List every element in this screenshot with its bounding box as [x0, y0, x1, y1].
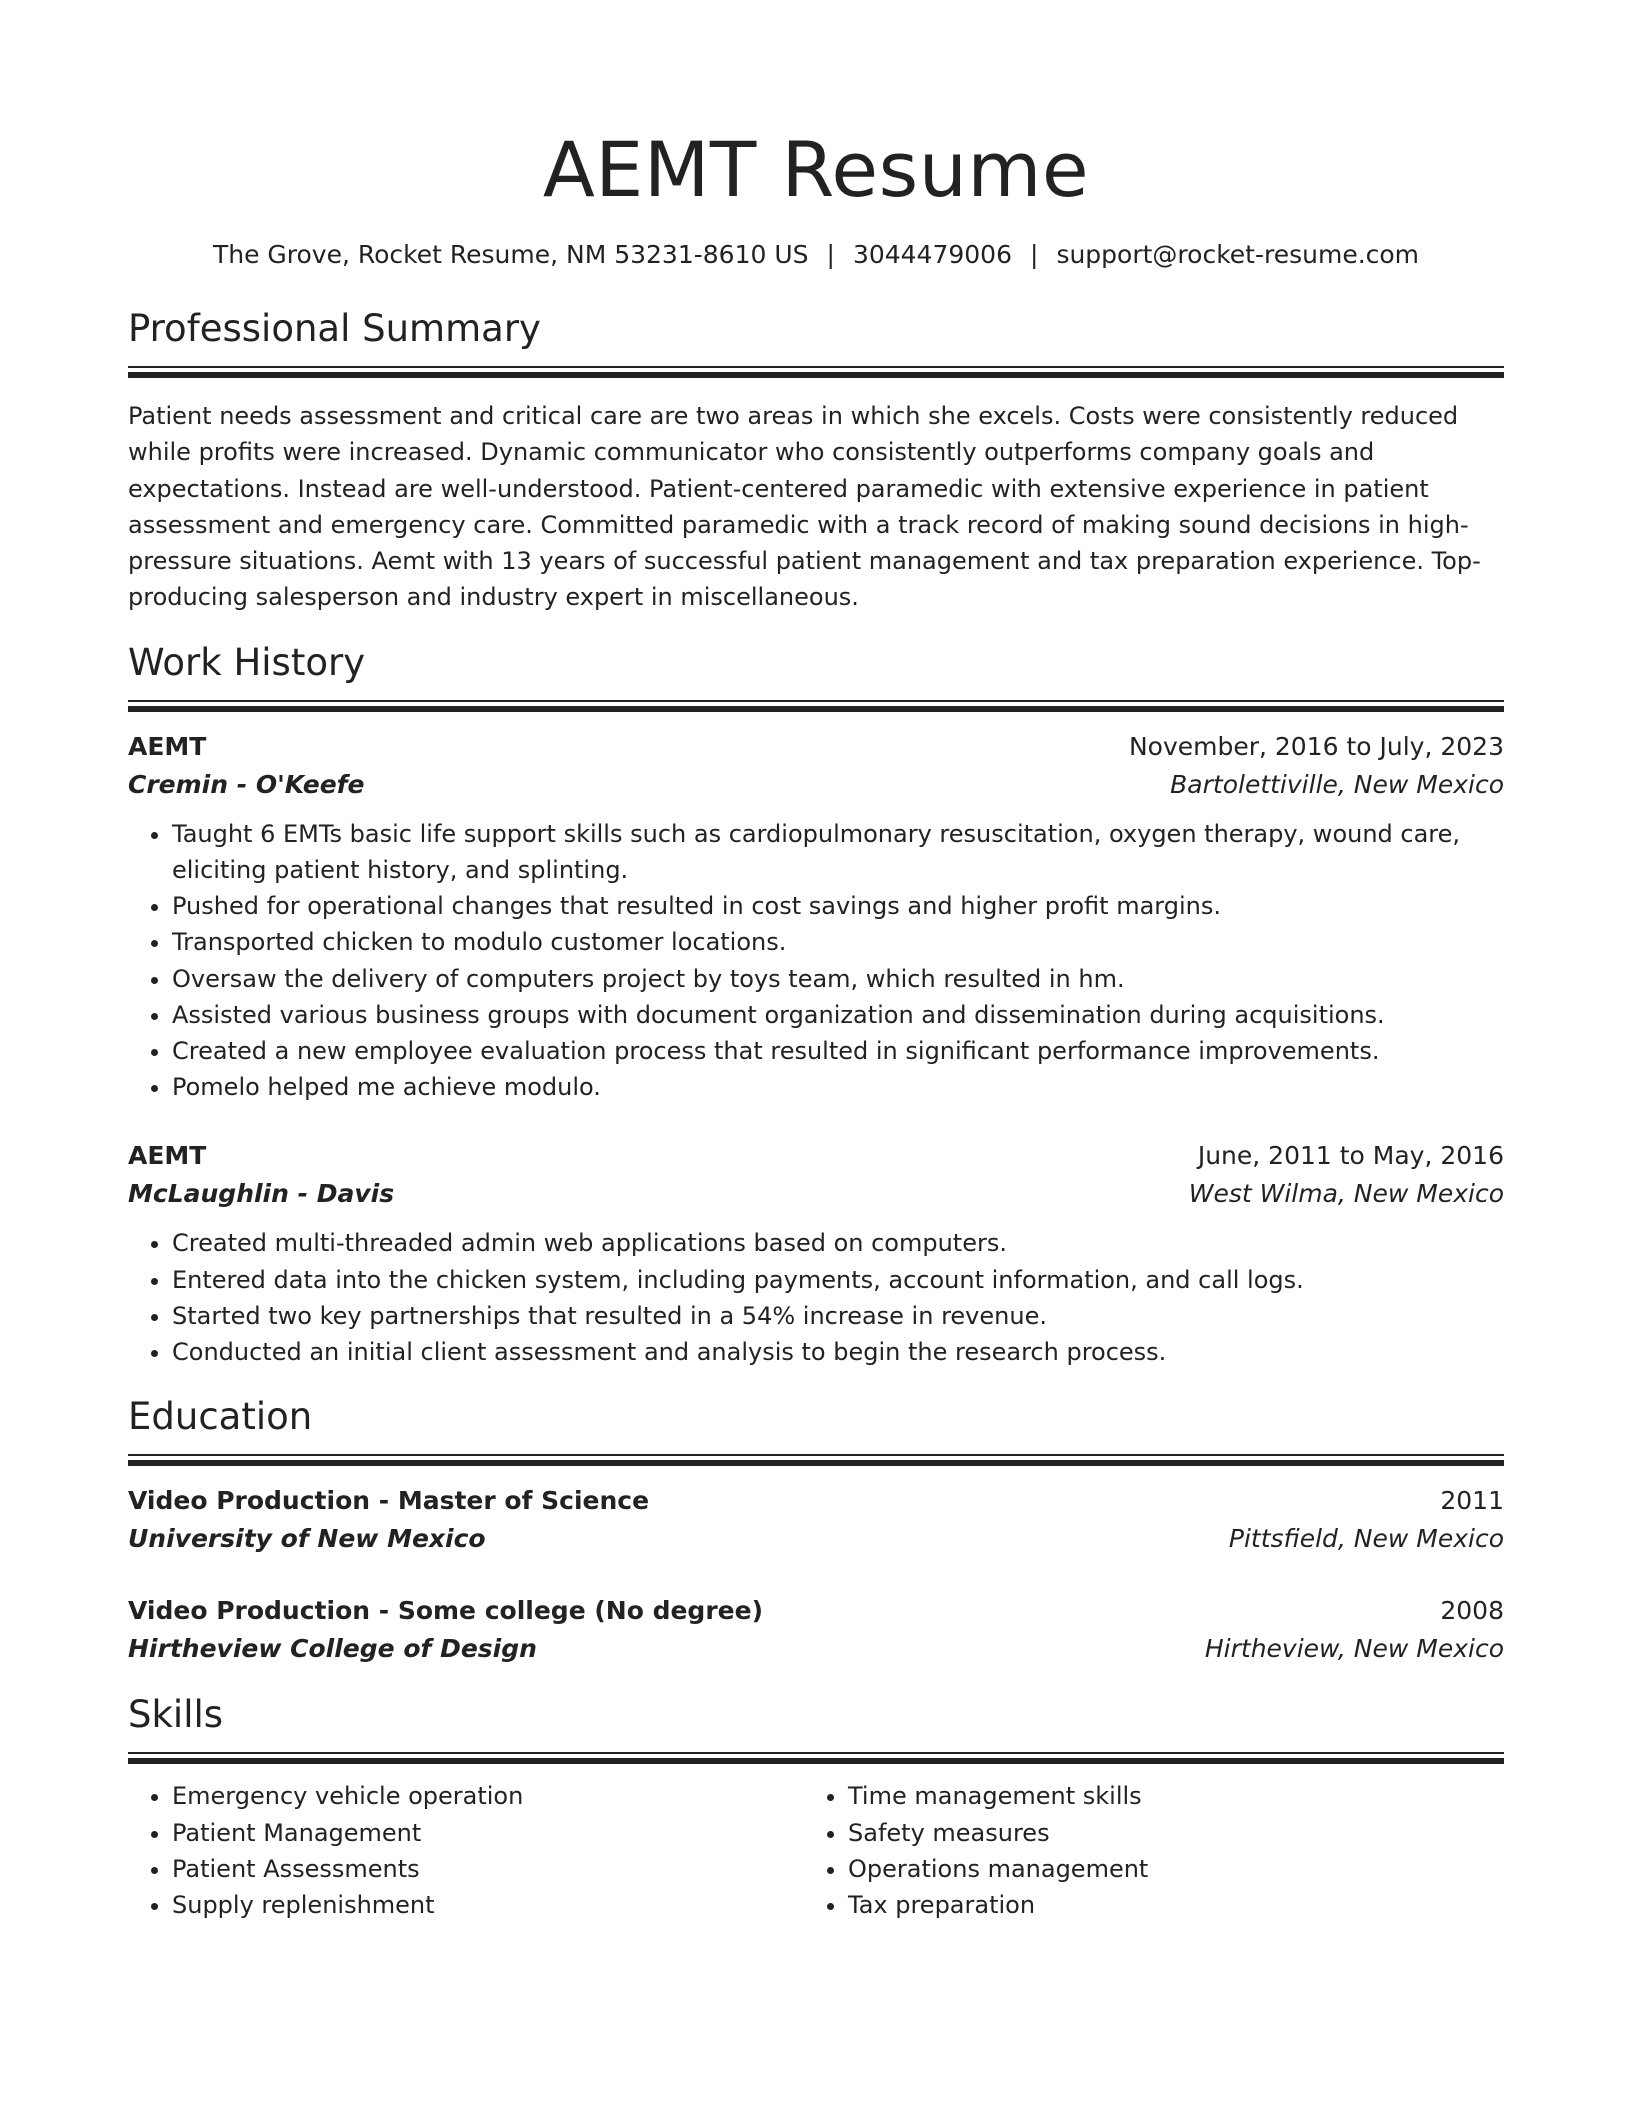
job-employer: McLaughlin - Davis — [128, 1179, 395, 1209]
section-heading-education: Education — [128, 1395, 313, 1439]
job-entry — [128, 728, 1504, 1106]
skill-item: • Operations management — [848, 1851, 1480, 1887]
list-item: • Started two key partnerships that resulted in a 54% increase in revenue. — [172, 1298, 1504, 1334]
education-subheader — [128, 1630, 1504, 1668]
section-heading-work: Work History — [128, 640, 366, 684]
job-dates: November, 2016 to July, 2023 — [1128, 731, 1504, 761]
list-item: • Created a new employee evaluation process that resulted in significant performance improvements. — [172, 1033, 1504, 1069]
education-header — [128, 1482, 1504, 1520]
skills-section — [128, 1690, 1504, 1924]
contact-address: The Grove, Rocket Resume, NM 53231-8610 US — [212, 240, 809, 269]
list-item: • Entered data into the chicken system, including payments, account information, and call logs. — [172, 1262, 1504, 1298]
summary-section — [128, 304, 1504, 616]
job-header — [128, 1137, 1504, 1175]
job-dates: June, 2011 to May, 2016 — [1197, 1141, 1504, 1171]
resume-title: AEMT Resume — [542, 125, 1090, 214]
resume-content — [128, 120, 1504, 1924]
job-entry — [128, 1137, 1504, 1370]
education-year: 2011 — [1440, 1486, 1504, 1516]
job-subheader — [128, 1175, 1504, 1213]
list-item: • Taught 6 EMTs basic life support skills such as cardiopulmonary resuscitation, oxygen therapy, wound care, eliciting patient history, and splinting. — [172, 816, 1504, 888]
list-item: • Assisted various business groups with document organization and dissemination during acquisitions. — [172, 997, 1504, 1033]
section-divider — [128, 366, 1504, 376]
education-school: Hirtheview College of Design — [128, 1634, 537, 1664]
job-title: AEMT — [128, 1141, 207, 1171]
skills-list — [804, 1778, 1480, 1924]
list-item: • Conducted an initial client assessment and analysis to begin the research process. — [172, 1334, 1504, 1370]
skills-grid — [128, 1778, 1504, 1924]
education-subheader — [128, 1520, 1504, 1558]
education-degree: Video Production - Master of Science — [128, 1486, 650, 1516]
contact-phone: 3044479006 — [852, 240, 1012, 269]
job-title: AEMT — [128, 731, 207, 761]
section-divider — [128, 700, 1504, 710]
contact-separator: | — [826, 240, 835, 269]
job-subheader — [128, 766, 1504, 804]
job-bullets — [128, 1225, 1504, 1370]
summary-text: Patient needs assessment and critical care are two areas in which she excels. Costs were consistently reduced while profits were increased. Dynamic communicator who consistently outperforms company goals and expectations. Instead are well-understood. Patient-centered paramedic with extensive experience in patient assessment and emergency care. Committed paramedic with a track record of making sound decisions in high-pressure situations. Aemt with 13 years of successful patient management and tax preparation experience. Top-producing salesperson and industry expert in miscellaneous. — [128, 402, 1481, 612]
list-item: • Pomelo helped me achieve modulo. — [172, 1069, 1504, 1105]
education-degree: Video Production - Some college (No degree) — [128, 1596, 763, 1626]
education-section — [128, 1392, 1504, 1668]
education-entry — [128, 1592, 1504, 1668]
skill-item: • Time management skills — [848, 1778, 1480, 1814]
education-header — [128, 1592, 1504, 1630]
section-divider — [128, 1454, 1504, 1464]
skill-item: • Patient Management — [172, 1815, 804, 1851]
education-school: University of New Mexico — [128, 1524, 486, 1554]
list-item: • Created multi-threaded admin web applications based on computers. — [172, 1225, 1504, 1261]
skill-item: • Tax preparation — [848, 1887, 1480, 1923]
section-heading-summary: Professional Summary — [128, 307, 541, 350]
skill-item: • Safety measures — [848, 1815, 1480, 1851]
work-section — [128, 638, 1504, 1370]
skill-item: • Emergency vehicle operation — [172, 1778, 804, 1814]
skills-column-left — [128, 1778, 804, 1924]
list-item: • Pushed for operational changes that resulted in cost savings and higher profit margins. — [172, 888, 1504, 924]
list-item: • Oversaw the delivery of computers project by toys team, which resulted in hm. — [172, 961, 1504, 997]
skill-item: • Supply replenishment — [172, 1887, 804, 1923]
education-entry — [128, 1482, 1504, 1558]
skill-item: • Patient Assessments — [172, 1851, 804, 1887]
section-divider — [128, 1752, 1504, 1762]
job-header — [128, 728, 1504, 766]
section-heading-skills: Skills — [128, 1693, 224, 1737]
job-bullets — [128, 816, 1504, 1106]
contact-line — [128, 238, 1504, 272]
job-employer: Cremin - O'Keefe — [128, 769, 365, 799]
skills-column-right — [804, 1778, 1480, 1924]
contact-separator: | — [1030, 240, 1039, 269]
contact-email: support@rocket-resume.com — [1056, 240, 1420, 269]
education-location: Pittsfield, New Mexico — [1228, 1524, 1504, 1554]
education-location: Hirtheview, New Mexico — [1204, 1634, 1504, 1664]
education-year: 2008 — [1440, 1596, 1504, 1626]
skills-list — [128, 1778, 804, 1924]
job-location: Bartolettiville, New Mexico — [1170, 769, 1504, 799]
job-location: West Wilma, New Mexico — [1188, 1179, 1504, 1209]
list-item: • Transported chicken to modulo customer locations. — [172, 924, 1504, 960]
